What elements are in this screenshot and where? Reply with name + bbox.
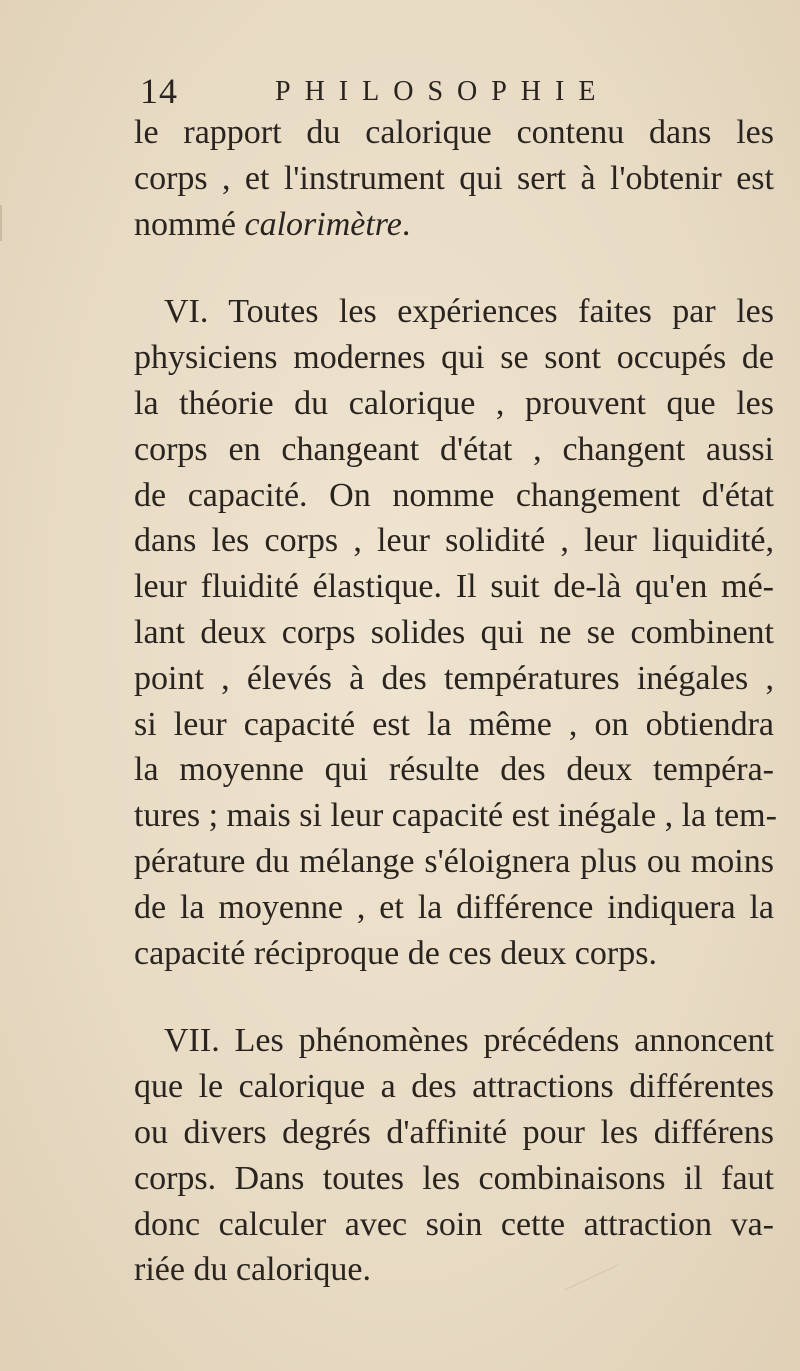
text-line: dans les corps , leur solidité , leur liquidité, — [134, 522, 774, 560]
text-line: donc calculer avec soin cette attraction va- — [134, 1205, 774, 1243]
paragraph-calorimeter — [134, 110, 774, 247]
text-line: corps , et l'instrument qui sert à l'obtenir est — [134, 159, 774, 197]
text-line: la théorie du calorique , prouvent que les — [134, 384, 774, 422]
text-line: de capacité. On nomme changement d'état — [134, 476, 774, 514]
text-line: capacité réciproque de ces deux corps. — [134, 934, 657, 972]
text-line: corps. Dans toutes les combinaisons il faut — [134, 1159, 774, 1197]
italic-term: calorimètre — [244, 205, 402, 243]
text-line: de la moyenne , et la différence indiquera la — [134, 888, 774, 926]
text-line: point , élevés à des températures inégales , — [134, 659, 774, 697]
text-line: lant deux corps solides qui ne se combinent — [134, 613, 774, 651]
text-fragment: . — [401, 205, 411, 243]
text-line: riée du calorique. — [134, 1251, 371, 1289]
page-number: 14 — [140, 71, 178, 111]
text-line: ou divers degrés d'affinité pour les différens — [134, 1113, 774, 1151]
running-head: PHILOSOPHIE — [275, 76, 610, 107]
text-line: VI. Toutes les expériences faites par les — [164, 293, 774, 331]
text-line: physiciens modernes qui se sont occupés de — [134, 339, 774, 377]
text-line: la moyenne qui résulte des deux tempéra- — [134, 751, 774, 789]
text-fragment: nommé — [134, 205, 245, 243]
text-line: VII. Les phénomènes précédens annoncent — [164, 1022, 774, 1060]
paragraph-section-vii — [134, 1018, 774, 1293]
margin-mark — [0, 205, 2, 241]
text-line: pérature du mélange s'éloignera plus ou moins — [134, 842, 774, 880]
text-line: le rapport du calorique contenu dans les — [134, 114, 774, 151]
text-line: corps en changeant d'état , changent aussi — [134, 430, 774, 468]
text-line: si leur capacité est la même , on obtiendra — [134, 705, 774, 743]
text-line: leur fluidité élastique. Il suit de-là qu'en mé- — [134, 568, 774, 606]
paragraph-section-vi — [134, 289, 777, 976]
text-line — [134, 202, 774, 248]
text-line: tures ; mais si leur capacité est inégale , la tem- — [134, 797, 777, 835]
text-line: que le calorique a des attractions différentes — [134, 1068, 774, 1106]
body-text — [134, 110, 777, 1293]
